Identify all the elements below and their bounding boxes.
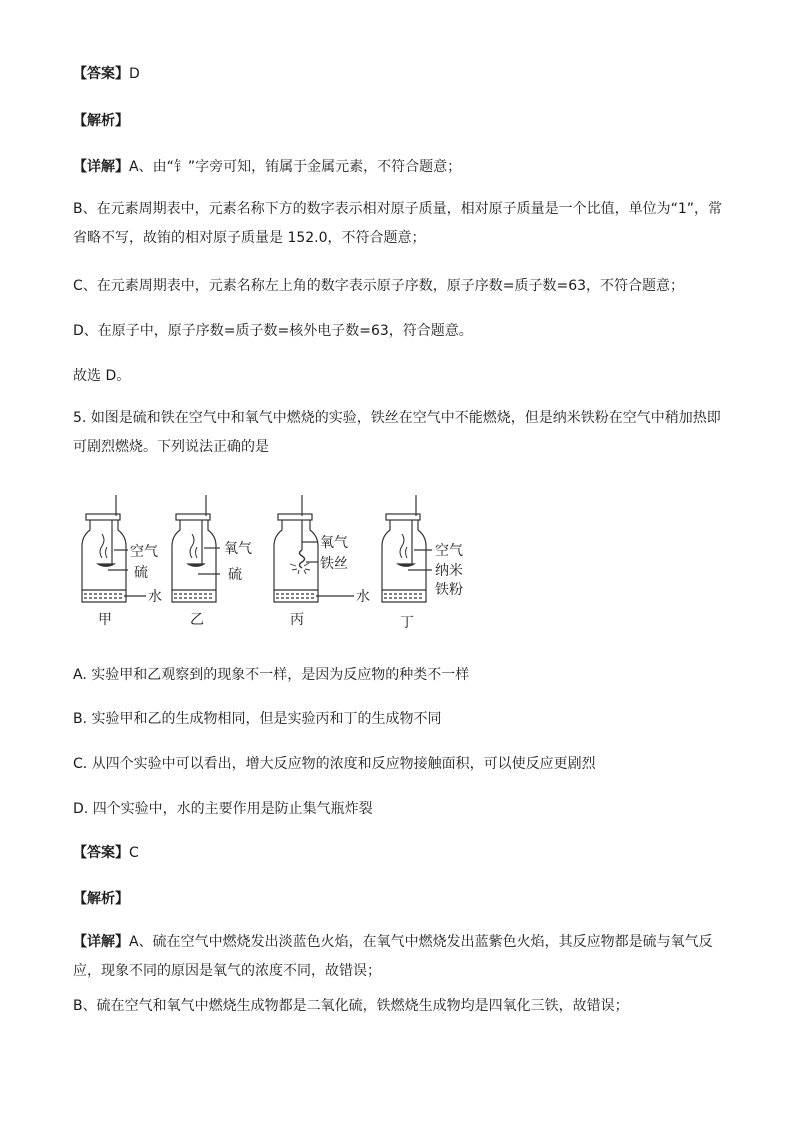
jar-bing xyxy=(274,495,318,602)
answer-label: 【答案】 xyxy=(73,66,129,82)
jar-jia-label-3: 水 xyxy=(148,589,162,605)
jar-ding-label-2: 纳米 xyxy=(435,563,463,579)
detail2-b: B、硫在空气和氧气中燃烧生成物都是二氧化硫，铁燃烧生成物均是四氧化三铁，故错误； xyxy=(73,998,629,1014)
analysis-label-2: 【解析】 xyxy=(73,891,129,907)
option-b xyxy=(73,709,442,729)
option-a-letter: A. xyxy=(73,667,87,683)
detail1-conclusion: 故选 D。 xyxy=(73,368,131,384)
answer-line-2 xyxy=(73,843,139,863)
answer-value-2: C xyxy=(129,845,139,861)
option-d-text: 四个实验中，水的主要作用是防止集气瓶炸裂 xyxy=(92,801,373,817)
detail1-d: D、在原子中，原子序数=质子数=核外电子数=63，符合题意。 xyxy=(73,323,473,339)
jar-jia-label-2: 硫 xyxy=(134,565,148,581)
analysis-label-1: 【解析】 xyxy=(73,113,129,129)
jar-jia-label-1: 空气 xyxy=(130,544,158,560)
question-stem-text: 如图是硫和铁在空气中和氧气中燃烧的实验，铁丝在空气中不能燃烧，但是纳米铁粉在空气中稍加热即可剧烈燃烧。下列说法正确的是 xyxy=(73,410,721,455)
question5-stem xyxy=(73,404,723,462)
detail1-b: B、在元素周期表中，元素名称下方的数字表示相对原子质量，相对原子质量是一个比值，单位为“1”，常省略不写，故铕的相对原子质量是 152.0，不符合题意； xyxy=(73,201,723,246)
detail2-a-text: A、硫在空气中燃烧发出淡蓝色火焰，在氧气中燃烧发出蓝紫色火焰，其反应物都是硫与氧气反应，现象不同的原因是氧气的浓度不同，故错误； xyxy=(73,934,713,979)
jar-bing-label-1: 氧气 xyxy=(320,535,348,551)
jar-ding-label-1: 空气 xyxy=(435,543,463,559)
jar-bing-label-3: 水 xyxy=(356,589,370,605)
jar-ding-label-3: 铁粉 xyxy=(435,582,463,598)
detail2-a xyxy=(73,928,723,986)
jar-yi-label-1: 氧气 xyxy=(224,541,252,557)
jar-ding xyxy=(382,495,426,602)
jar-yi-caption: 乙 xyxy=(190,612,204,628)
detail1-c: C、在元素周期表中，元素名称左上角的数字表示原子序数，原子序数=质子数=63，不符合题意； xyxy=(73,278,685,294)
option-b-letter: B. xyxy=(73,711,88,727)
option-a-text: 实验甲和乙观察到的现象不一样，是因为反应物的种类不一样 xyxy=(91,667,470,683)
option-b-text: 实验甲和乙的生成物相同，但是实验丙和丁的生成物不同 xyxy=(91,711,442,727)
answer-value: D xyxy=(129,66,140,82)
option-c-letter: C. xyxy=(73,756,88,772)
option-d xyxy=(73,799,373,819)
jar-bing-caption: 丙 xyxy=(290,612,304,628)
detail1-a-text: A、由“钅”字旁可知，铕属于金属元素，不符合题意； xyxy=(129,159,462,175)
jar-jia xyxy=(82,495,126,602)
jar-bing-label-2: 铁丝 xyxy=(320,556,348,572)
detail-label-2: 【详解】 xyxy=(73,934,129,950)
jar-ding-caption: 丁 xyxy=(400,615,414,631)
jar-yi-label-2: 硫 xyxy=(228,567,242,583)
answer-line-1 xyxy=(73,64,140,84)
option-c xyxy=(73,754,596,774)
option-c-text: 从四个实验中可以看出，增大反应物的浓度和反应物接触面积，可以使反应更剧烈 xyxy=(91,756,596,772)
detail-label: 【详解】 xyxy=(73,159,129,175)
experiment-figure xyxy=(78,490,478,635)
option-a xyxy=(73,665,469,685)
jar-jia-caption: 甲 xyxy=(98,612,112,628)
question-number: 5. xyxy=(73,410,87,426)
option-d-letter: D. xyxy=(73,801,89,817)
answer-label-2: 【答案】 xyxy=(73,845,129,861)
detail1-a xyxy=(73,157,461,177)
